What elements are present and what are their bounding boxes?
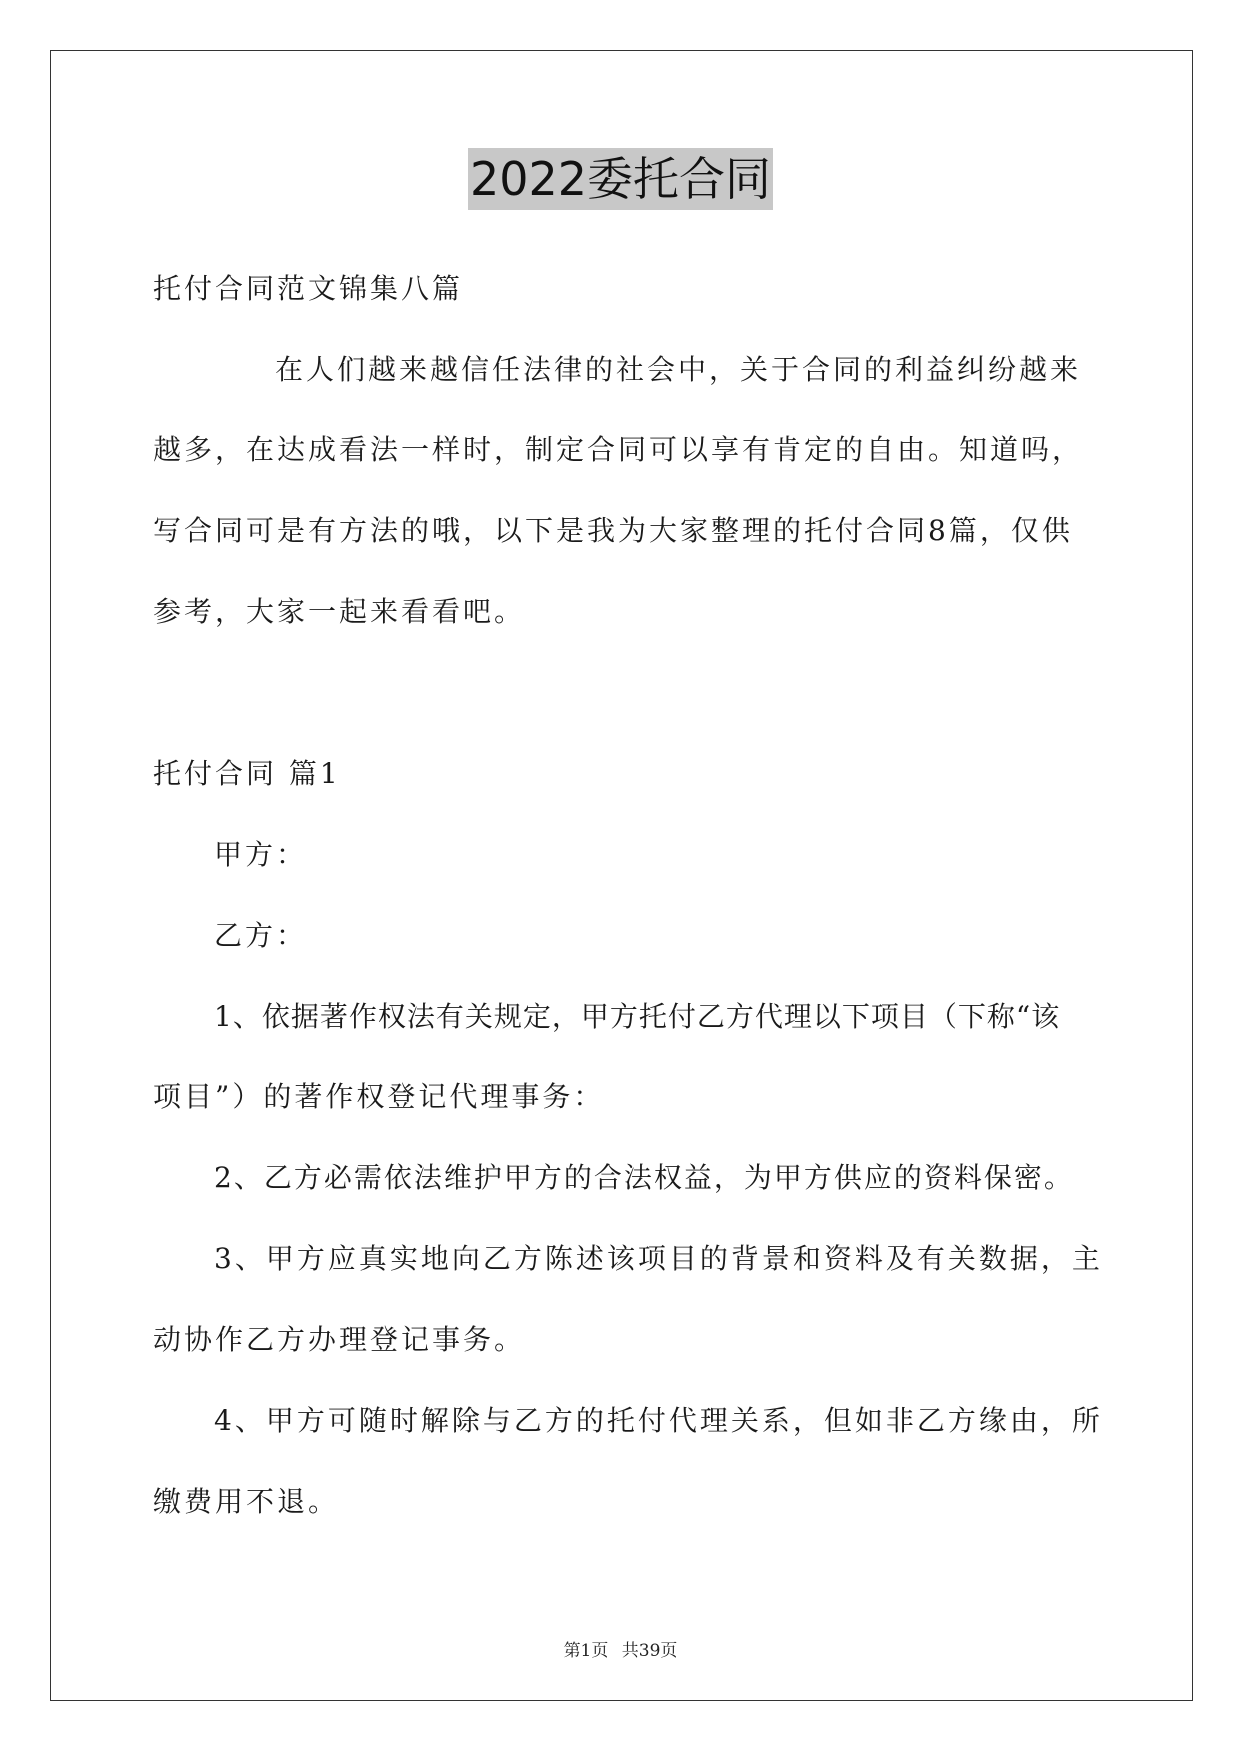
clause-line: 动协作乙方办理登记事务。: [153, 1323, 526, 1356]
section-heading: 托付合同 篇1: [153, 757, 341, 790]
paragraph-line: 在人们越来越信任法律的社会中，关于合同的利益纠纷越来: [275, 353, 1082, 386]
party-b-line: 乙方：: [214, 919, 308, 952]
page-number: 第1页: [563, 1641, 609, 1661]
clause-line: 1、依据著作权法有关规定，甲方托付乙方代理以下项目（下称“该: [214, 1000, 1061, 1033]
clause-line: 缴费用不退。: [153, 1485, 340, 1518]
clause-line: 2、乙方必需依法维护甲方的合法权益，为甲方供应的资料保密。: [214, 1161, 1074, 1194]
paragraph-line: 参考，大家一起来看看吧。: [153, 595, 526, 628]
clause-line: 4、甲方可随时解除与乙方的托付代理关系，但如非乙方缘由，所: [214, 1404, 1103, 1437]
party-a-line: 甲方：: [214, 838, 308, 871]
clause-line: 3、甲方应真实地向乙方陈述该项目的背景和资料及有关数据，主: [214, 1242, 1103, 1275]
page-footer: [0, 1636, 1241, 1661]
clause-line: 项目”）的著作权登记代理事务：: [153, 1080, 605, 1113]
document-title: 2022委托合同: [468, 148, 773, 210]
paragraph-line: 越多，在达成看法一样时，制定合同可以享有肯定的自由。知道吗，: [153, 433, 1084, 466]
page-total: 共39页: [621, 1641, 678, 1661]
subtitle-line: 托付合同范文锦集八篇: [153, 272, 464, 305]
paragraph-line: 写合同可是有方法的哦，以下是我为大家整理的托付合同8篇，仅供: [153, 514, 1073, 547]
title-container: [0, 148, 1241, 210]
